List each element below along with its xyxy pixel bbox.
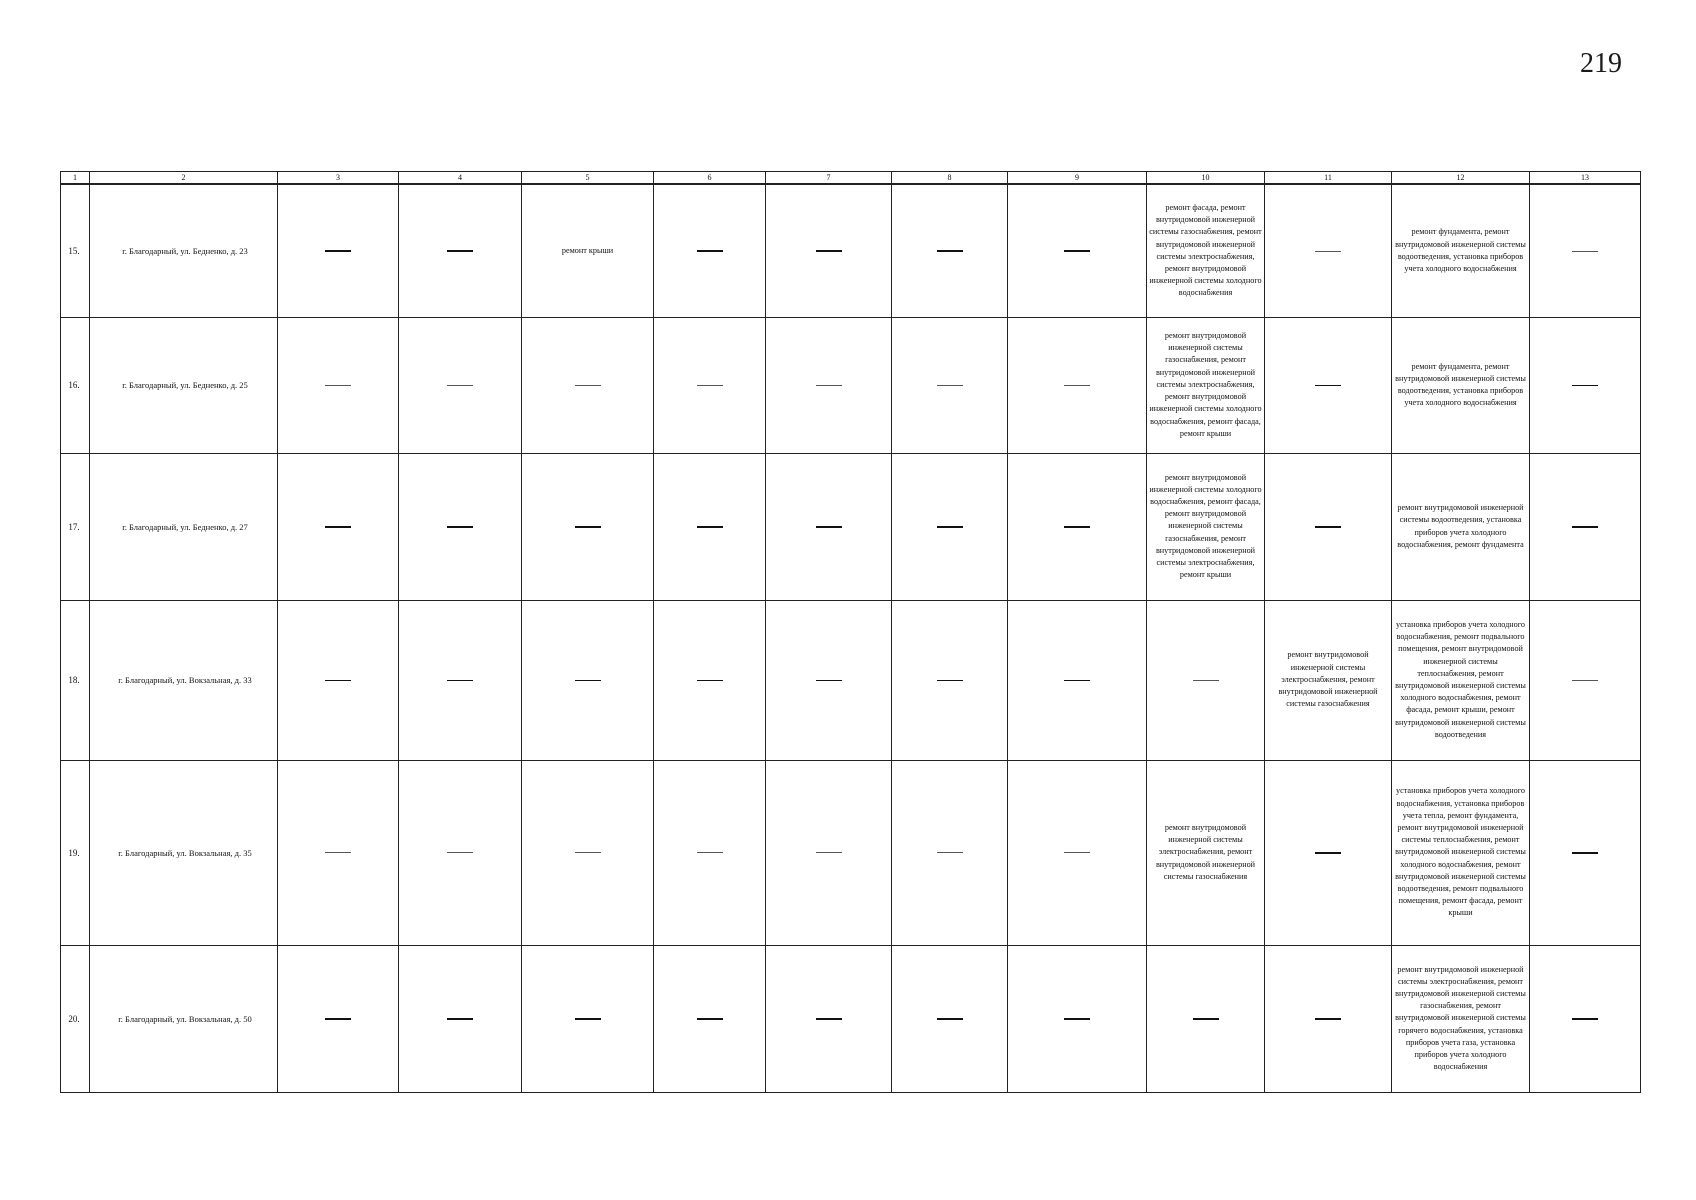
dash-mark (1064, 1018, 1090, 1020)
address-cell: г. Благодарный, ул. Бедненко, д. 25 (90, 317, 278, 453)
empty-cell (1008, 317, 1147, 453)
column-header: 1 (61, 172, 90, 185)
empty-cell (1008, 184, 1147, 317)
empty-cell (522, 317, 654, 453)
dash-mark (1572, 1018, 1598, 1020)
column-header: 8 (892, 172, 1008, 185)
page-number: 219 (1580, 48, 1622, 79)
dash-mark (937, 1018, 963, 1020)
empty-cell (766, 317, 892, 453)
column-header: 13 (1530, 172, 1641, 185)
work-type-cell: ремонт внутридомовой инженерной системы электроснабжения, ремонт внутридомовой инженерной системы газоснабжения (1147, 760, 1265, 945)
dash-mark (447, 852, 473, 853)
empty-cell (1530, 760, 1641, 945)
empty-cell (1147, 945, 1265, 1092)
header-row (61, 172, 1641, 185)
empty-cell (522, 453, 654, 600)
empty-cell (399, 317, 522, 453)
table-row (61, 184, 1641, 317)
empty-cell (892, 600, 1008, 760)
empty-cell (892, 184, 1008, 317)
dash-mark (447, 250, 473, 252)
dash-mark (697, 1018, 723, 1020)
row-number: 16. (61, 317, 90, 453)
dash-mark (325, 1018, 351, 1020)
empty-cell (654, 945, 766, 1092)
empty-cell (766, 184, 892, 317)
empty-cell (1530, 184, 1641, 317)
empty-cell (522, 760, 654, 945)
dash-mark (1193, 680, 1219, 681)
dash-mark (816, 385, 842, 386)
empty-cell (1265, 945, 1392, 1092)
column-header: 4 (399, 172, 522, 185)
empty-cell (1008, 600, 1147, 760)
empty-cell (1530, 453, 1641, 600)
empty-cell (399, 600, 522, 760)
table-row (61, 317, 1641, 453)
empty-cell (1008, 760, 1147, 945)
column-header: 6 (654, 172, 766, 185)
dash-mark (697, 385, 723, 386)
dash-mark (325, 526, 351, 528)
empty-cell (1530, 945, 1641, 1092)
empty-cell (654, 760, 766, 945)
work-type-cell: ремонт внутридомовой инженерной системы водоотведения, установка приборов учета холодного водоснабжения, ремонт фундамента (1392, 453, 1530, 600)
empty-cell (278, 945, 399, 1092)
address-cell: г. Благодарный, ул. Вокзальная, д. 35 (90, 760, 278, 945)
row-number: 18. (61, 600, 90, 760)
empty-cell (278, 184, 399, 317)
empty-cell (1147, 600, 1265, 760)
dash-mark (816, 250, 842, 252)
work-type-cell: ремонт внутридомовой инженерной системы электроснабжения, ремонт внутридомовой инженерной системы газоснабжения (1265, 600, 1392, 760)
empty-cell (278, 317, 399, 453)
dash-mark (1193, 1018, 1219, 1020)
table-row (61, 760, 1641, 945)
empty-cell (766, 945, 892, 1092)
dash-mark (1064, 526, 1090, 528)
dash-mark (1315, 385, 1341, 387)
row-number: 15. (61, 184, 90, 317)
empty-cell (399, 945, 522, 1092)
empty-cell (1265, 760, 1392, 945)
row-number: 19. (61, 760, 90, 945)
work-type-cell: ремонт фундамента, ремонт внутридомовой инженерной системы водоотведения, установка приборов учета холодного водоснабжения (1392, 184, 1530, 317)
row-number: 17. (61, 453, 90, 600)
dash-mark (325, 680, 351, 682)
dash-mark (1064, 385, 1090, 386)
empty-cell (654, 600, 766, 760)
empty-cell (278, 453, 399, 600)
empty-cell (278, 600, 399, 760)
dash-mark (937, 680, 963, 682)
work-type-cell: ремонт внутридомовой инженерной системы электроснабжения, ремонт внутридомовой инженерной системы газоснабжения, ремонт внутридомовой инженерной системы горячего водоснабжения, установка приборов учета газа, установка приборов учета холодного водоснабжения (1392, 945, 1530, 1092)
dash-mark (697, 250, 723, 252)
dash-mark (1315, 1018, 1341, 1020)
address-cell: г. Благодарный, ул. Вокзальная, д. 33 (90, 600, 278, 760)
dash-mark (1572, 385, 1598, 387)
column-header: 5 (522, 172, 654, 185)
empty-cell (766, 453, 892, 600)
dash-mark (1572, 251, 1598, 252)
dash-mark (1064, 680, 1090, 682)
dash-mark (447, 526, 473, 528)
table-row (61, 600, 1641, 760)
table-row (61, 945, 1641, 1092)
empty-cell (522, 945, 654, 1092)
dash-mark (575, 852, 601, 853)
column-header: 12 (1392, 172, 1530, 185)
dash-mark (816, 1018, 842, 1020)
dash-mark (937, 250, 963, 252)
column-header: 2 (90, 172, 278, 185)
dash-mark (1572, 852, 1598, 854)
dash-mark (1064, 250, 1090, 252)
empty-cell (1265, 453, 1392, 600)
dash-mark (325, 852, 351, 853)
dash-mark (447, 385, 473, 386)
dash-mark (816, 526, 842, 528)
address-cell: г. Благодарный, ул. Бедненко, д. 27 (90, 453, 278, 600)
dash-mark (816, 680, 842, 682)
dash-mark (697, 680, 723, 682)
empty-cell (766, 600, 892, 760)
dash-mark (575, 1018, 601, 1020)
work-type-cell: ремонт внутридомовой инженерной системы газоснабжения, ремонт внутридомовой инженерной системы электроснабжения, ремонт внутридомовой инженерной системы холодного водоснабжения, ремонт фасада, ремонт крыши (1147, 317, 1265, 453)
address-cell: г. Благодарный, ул. Бедненко, д. 23 (90, 184, 278, 317)
empty-cell (399, 760, 522, 945)
dash-mark (1315, 251, 1341, 252)
address-cell: г. Благодарный, ул. Вокзальная, д. 50 (90, 945, 278, 1092)
column-header: 10 (1147, 172, 1265, 185)
column-header: 11 (1265, 172, 1392, 185)
work-type-cell: установка приборов учета холодного водоснабжения, установка приборов учета тепла, ремонт фундамента, ремонт внутридомовой инженерной системы теплоснабжения, ремонт внутридомовой инженерной системы холодного водоснабжения, ремонт внутридомовой инженерной системы водоотведения, ремонт подвального помещения, ремонт фасада, ремонт крыши (1392, 760, 1530, 945)
dash-mark (447, 680, 473, 682)
empty-cell (399, 453, 522, 600)
dash-mark (697, 526, 723, 528)
dash-mark (325, 250, 351, 252)
dash-mark (575, 385, 601, 386)
work-type-cell: ремонт фасада, ремонт внутридомовой инженерной системы газоснабжения, ремонт внутридомовой инженерной системы электроснабжения, ремонт внутридомовой инженерной системы холодного водоснабжения (1147, 184, 1265, 317)
dash-mark (937, 385, 963, 386)
dash-mark (1572, 680, 1598, 681)
dash-mark (1572, 526, 1598, 528)
column-header: 9 (1008, 172, 1147, 185)
work-type-cell: ремонт фундамента, ремонт внутридомовой инженерной системы водоотведения, установка приборов учета холодного водоснабжения (1392, 317, 1530, 453)
empty-cell (1008, 453, 1147, 600)
empty-cell (1530, 600, 1641, 760)
empty-cell (892, 317, 1008, 453)
work-type-cell: установка приборов учета холодного водоснабжения, ремонт подвального помещения, ремонт внутридомовой инженерной системы теплоснабжения, ремонт внутридомовой инженерной системы холодного водоснабжения, ремонт фасада, ремонт крыши, ремонт внутридомовой инженерной системы водоотведения (1392, 600, 1530, 760)
empty-cell (766, 760, 892, 945)
empty-cell (892, 453, 1008, 600)
dash-mark (937, 852, 963, 853)
empty-cell (278, 760, 399, 945)
dash-mark (447, 1018, 473, 1020)
dash-mark (816, 852, 842, 853)
dash-mark (697, 852, 723, 853)
column-header: 3 (278, 172, 399, 185)
empty-cell (1008, 945, 1147, 1092)
empty-cell (1265, 184, 1392, 317)
empty-cell (892, 945, 1008, 1092)
dash-mark (575, 526, 601, 528)
empty-cell (399, 184, 522, 317)
empty-cell (654, 184, 766, 317)
column-header: 7 (766, 172, 892, 185)
repair-schedule-table (60, 171, 1641, 1093)
row-number: 20. (61, 945, 90, 1092)
dash-mark (1315, 852, 1341, 854)
work-type-cell: ремонт внутридомовой инженерной системы холодного водоснабжения, ремонт фасада, ремонт внутридомовой инженерной системы газоснабжения, ремонт внутридомовой инженерной системы электроснабжения, ремонт крыши (1147, 453, 1265, 600)
empty-cell (654, 453, 766, 600)
dash-mark (1315, 526, 1341, 528)
empty-cell (1530, 317, 1641, 453)
empty-cell (522, 600, 654, 760)
empty-cell (892, 760, 1008, 945)
dash-mark (937, 526, 963, 528)
empty-cell (1265, 317, 1392, 453)
dash-mark (575, 680, 601, 682)
table-row (61, 453, 1641, 600)
empty-cell (654, 317, 766, 453)
dash-mark (325, 385, 351, 386)
work-type-cell: ремонт крыши (522, 184, 654, 317)
dash-mark (1064, 852, 1090, 853)
